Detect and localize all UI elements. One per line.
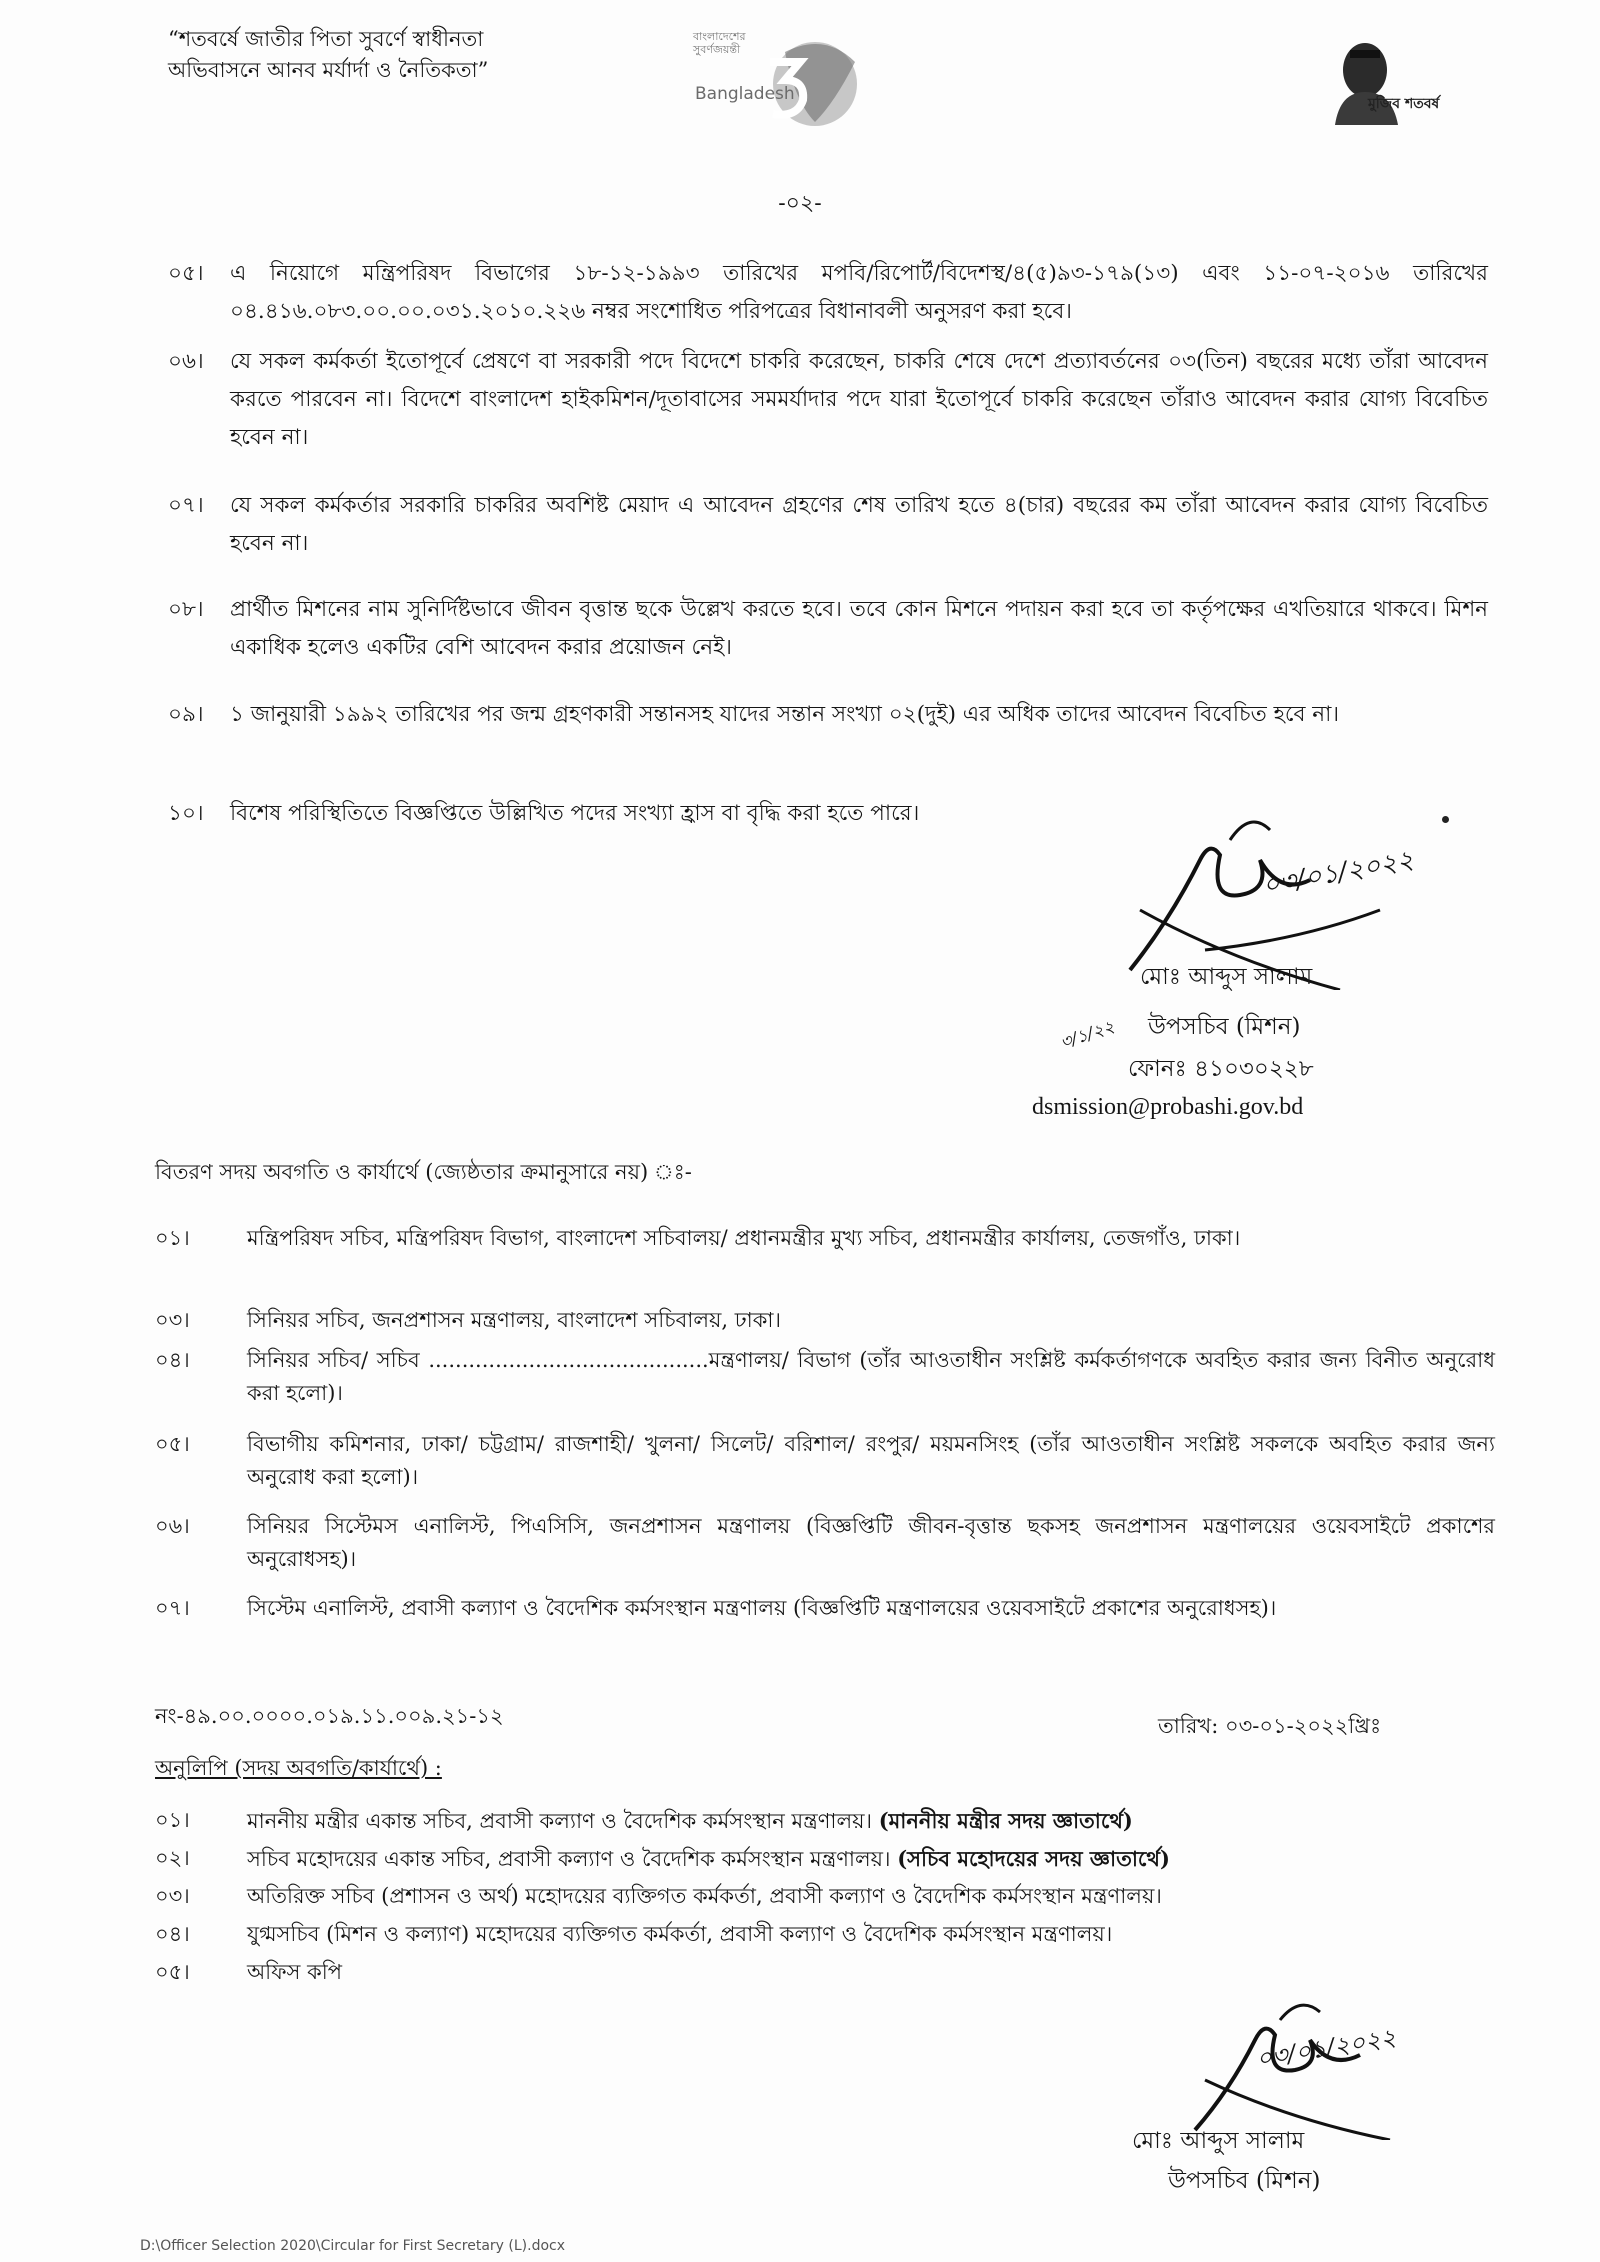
paragraph-number: ০৭।: [168, 493, 204, 518]
stray-dot: [1442, 816, 1449, 823]
jubilee-logo-text: Bangladesh: [695, 84, 795, 104]
item-number: ০৪।: [155, 1922, 190, 1946]
paragraph-06: [168, 343, 1488, 457]
copies-title: অনুলিপি (সদয় অবগতি/কার্যার্থে) :: [155, 1756, 442, 1780]
item-text: সিস্টেম এনালিস্ট, প্রবাসী কল্যাণ ও বৈদেশিক কর্মসংস্থান মন্ত্রণালয় (বিজ্ঞপ্তিটি মন্ত্রণালয়ের ওয়েবসাইটে প্রকাশের অনুরোধসহ)।: [247, 1596, 1277, 1620]
golden-jubilee-logo: [665, 22, 905, 142]
mujib-logo-text: মুজিব শতবর্ষ: [1368, 96, 1440, 112]
paragraph-08: [168, 591, 1488, 667]
copy-note: (সচিব মহোদয়ের সদয় জ্ঞাতার্থে): [897, 1846, 1170, 1871]
memo-date: তারিখ: ০৩-০১-২০২২খ্রিঃ: [1158, 1714, 1382, 1738]
item-text: অতিরিক্ত সচিব (প্রশাসন ও অর্থ) মহোদয়ের ব্যক্তিগত কর্মকর্তা, প্রবাসী কল্যাণ ও বৈদেশিক কর্মসংস্থান মন্ত্রণালয়।: [247, 1884, 1162, 1908]
paragraph-number: ০৮।: [168, 597, 204, 622]
signature-date: ০৩/০১/২০২২: [1254, 2023, 1398, 2073]
item-number: ০১।: [155, 1226, 190, 1250]
item-text: যুগ্মসচিব (মিশন ও কল্যাণ) মহোদয়ের ব্যক্তিগত কর্মকর্তা, প্রবাসী কল্যাণ ও বৈদেশিক কর্মসংস্থান মন্ত্রণালয়।: [247, 1922, 1113, 1946]
slogan-line-2: অভিবাসনে আনব মর্যার্দা ও নৈতিকতা”: [168, 58, 489, 82]
item-number: ০৭।: [155, 1596, 190, 1620]
item-text: সিনিয়র সচিব, জনপ্রশাসন মন্ত্রণালয়, বাংলাদেশ সচিবালয়, ঢাকা।: [247, 1308, 782, 1332]
paragraph-text: এ নিয়োগে মন্ত্রিপরিষদ বিভাগের ১৮-১২-১৯৯৩ তারিখের মপবি/রিপোর্ট/বিদেশস্থ/৪(৫)৯৩-১৭৯(১৩) এবং ১১-০৭-২০১৬ তারিখের ০৪.৪১৬.০৮৩.০০.০০.০৩১.২০১০.২২৬ নম্বর সংশোধিত পরিপত্রের বিধানাবলী অনুসরণ করা হবে।: [230, 261, 1488, 324]
signatory-name: মোঃ আব্দুস সালাম: [1132, 2128, 1305, 2154]
distribution-item: [155, 1592, 1495, 1625]
memo-number: নং-৪৯.০০.০০০০.০১৯.১১.০০৯.২১-১২: [155, 1704, 504, 1728]
jubilee-logo-caption: বাংলাদেশের সুবর্ণজয়ন্তী: [693, 30, 746, 56]
paragraph-07: [168, 487, 1488, 563]
copy-text: মাননীয় মন্ত্রীর একান্ত সচিব, প্রবাসী কল্যাণ ও বৈদেশিক কর্মসংস্থান মন্ত্রণালয়।: [247, 1809, 873, 1833]
copy-item: [155, 1918, 1495, 1951]
paragraph-09: [168, 696, 1488, 734]
header-slogan: [168, 24, 488, 86]
copy-item: [155, 1956, 1495, 1989]
signature-date: ০৩/০১/২০২২: [1260, 844, 1417, 902]
paragraph-05: [168, 255, 1488, 331]
signatory-phone: ফোনঃ ৪১০৩০২২৮: [1128, 1056, 1314, 1082]
item-number: ০১।: [155, 1808, 190, 1832]
signatory-designation: উপসচিব (মিশন): [1148, 1014, 1301, 1040]
copy-item: [155, 1880, 1495, 1913]
item-number: ০৩।: [155, 1308, 190, 1332]
item-number: ০৬।: [155, 1514, 190, 1538]
paragraph-text: বিশেষ পরিস্থিতিতে বিজ্ঞপ্তিতে উল্লিখিত পদের সংখ্যা হ্রাস বা বৃদ্ধি করা হতে পারে।: [230, 801, 920, 826]
item-text: [247, 1804, 1495, 1838]
initials-date: ৩/১/২২: [1057, 1016, 1118, 1054]
signatory-designation: উপসচিব (মিশন): [1168, 2168, 1321, 2194]
mujib-centenary-logo: [1320, 30, 1470, 125]
item-text: সিনিয়র সচিব/ সচিব ..........................................মন্ত্রণালয়/ বিভাগ (তাঁর আওতাধীন সংশ্লিষ্ট কর্মকর্তাগণকে অবহিত করার জন্য বিনীত অনুরোধ করা হলো)।: [247, 1348, 1495, 1405]
paragraph-text: ১ জানুয়ারী ১৯৯২ তারিখের পর জন্ম গ্রহণকারী সন্তানসহ যাদের সন্তান সংখ্যা ০২(দুই) এর অধিক তাদের আবেদন বিবেচিত হবে না।: [230, 702, 1340, 727]
item-number: ০২।: [155, 1846, 190, 1870]
paragraph-text: যে সকল কর্মকর্তার সরকারি চাকরির অবশিষ্ট মেয়াদ এ আবেদন গ্রহণের শেষ তারিখ হতে ৪(চার) বছরের কম তাঁরা আবেদন করার যোগ্য বিবেচিত হবেন না।: [230, 493, 1488, 556]
slogan-line-1: “শতবর্ষে জাতীর পিতা সুবর্ণে স্বাধীনতা: [168, 27, 484, 51]
signatory-email: dsmission@probashi.gov.bd: [1032, 1094, 1304, 1120]
page-number: -০২-: [778, 191, 822, 216]
paragraph-number: ০৯।: [168, 702, 204, 727]
paragraph-text: যে সকল কর্মকর্তা ইতোপূর্বে প্রেষণে বা সরকারী পদে বিদেশে চাকরি করেছেন, চাকরি শেষে দেশে প্রত্যাবর্তনের ০৩(তিন) বছরের মধ্যে তাঁরা আবেদন করতে পারবেন না। বিদেশে বাংলাদেশ হাইকমিশন/দূতাবাসের সমমর্যাদার পদে যারা ইতোপূর্বে চাকরি করেছেন তাঁরাও আবেদন করার যোগ্য বিবেচিত হবেন না।: [230, 349, 1488, 450]
distribution-item: [155, 1428, 1495, 1494]
item-text: [247, 1842, 1495, 1876]
item-text: সিনিয়র সিস্টেমস এনালিস্ট, পিএসিসি, জনপ্রশাসন মন্ত্রণালয় (বিজ্ঞপ্তিটি জীবন-বৃত্তান্ত ছকসহ জনপ্রশাসন মন্ত্রণালয়ের ওয়েবসাইটে প্রকাশের অনুরোধসহ)।: [247, 1514, 1495, 1571]
item-number: ০৪।: [155, 1348, 190, 1372]
copy-note: (মাননীয় মন্ত্রীর সদয় জ্ঞাতার্থে): [878, 1808, 1133, 1833]
copy-item: [155, 1842, 1495, 1876]
item-text: বিভাগীয় কমিশনার, ঢাকা/ চট্টগ্রাম/ রাজশাহী/ খুলনা/ সিলেট/ বরিশাল/ রংপুর/ ময়মনসিংহ (তাঁর আওতাধীন সংশ্লিষ্ট সকলকে অবহিত করার জন্য অনুরোধ করা হলো)।: [247, 1432, 1495, 1489]
footer-file-path: D:\Officer Selection 2020\Circular for First Secretary (L).docx: [140, 2238, 565, 2254]
distribution-item: [155, 1222, 1495, 1255]
distribution-item: [155, 1510, 1495, 1576]
distribution-title: বিতরণ সদয় অবগতি ও কার্যার্থে (জ্যেষ্ঠতার ক্রমানুসারে নয়) ঃ-: [155, 1160, 692, 1184]
copy-item: [155, 1804, 1495, 1838]
paragraph-number: ১০।: [168, 801, 204, 826]
item-number: ০৫।: [155, 1960, 190, 1984]
signatory-name: মোঃ আব্দুস সালাম: [1140, 964, 1313, 990]
paragraph-text: প্রার্থীত মিশনের নাম সুনির্দিষ্টভাবে জীবন বৃত্তান্ত ছকে উল্লেখ করতে হবে। তবে কোন মিশনে পদায়ন করা হবে তা কর্তৃপক্ষের এখতিয়ারে থাকবে। মিশন একাধিক হলেও একটির বেশি আবেদন করার প্রয়োজন নেই।: [230, 597, 1488, 660]
copy-text: সচিব মহোদয়ের একান্ত সচিব, প্রবাসী কল্যাণ ও বৈদেশিক কর্মসংস্থান মন্ত্রণালয়।: [247, 1847, 891, 1871]
distribution-item: [155, 1304, 1495, 1337]
item-number: ০৩।: [155, 1884, 190, 1908]
distribution-item: [155, 1344, 1495, 1410]
paragraph-number: ০৬।: [168, 349, 204, 374]
item-number: ০৫।: [155, 1432, 190, 1456]
paragraph-number: ০৫।: [168, 261, 204, 286]
item-text: মন্ত্রিপরিষদ সচিব, মন্ত্রিপরিষদ বিভাগ, বাংলাদেশ সচিবালয়/ প্রধানমন্ত্রীর মুখ্য সচিব, প্রধানমন্ত্রীর কার্যালয়, তেজগাঁও, ঢাকা।: [247, 1226, 1241, 1250]
item-text: অফিস কপি: [247, 1960, 343, 1984]
